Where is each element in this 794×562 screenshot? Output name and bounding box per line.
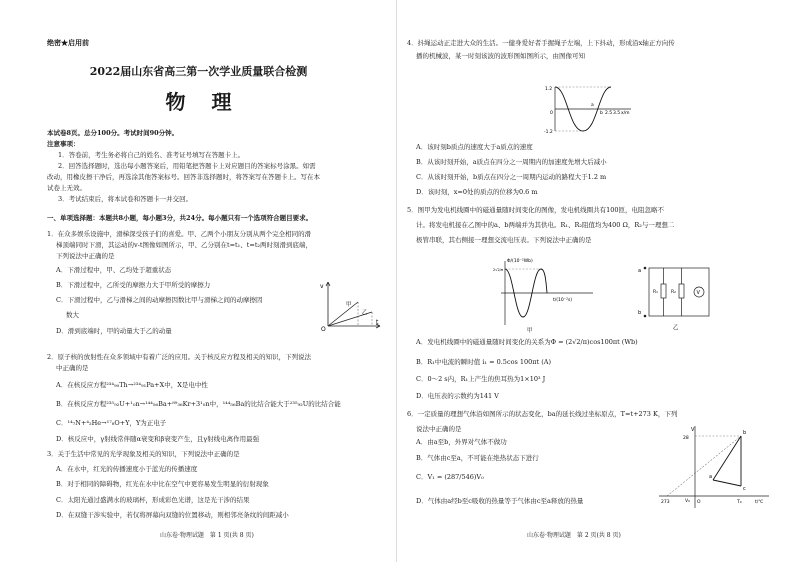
- page-footer: 山东卷·物理试题 第 2 页(共 8 页): [527, 532, 621, 539]
- q4-x-tick: a: [591, 103, 594, 108]
- q5-stem: 5．图甲为发电机线圈中的磁通量随时间变化的图像，发电机线圈共有100匝，电阻忽略不: [407, 206, 665, 214]
- q6-point-c: c: [743, 486, 746, 492]
- q5-option-b: B．R₁中电流的瞬时值 i₁ = 0.5cos 100πt (A): [416, 358, 552, 366]
- q6-y-label: V: [691, 427, 695, 433]
- q5-caption-a: 甲: [527, 328, 533, 334]
- q6-vt-graph: [655, 422, 773, 514]
- q2-option-b: B．在核反应方程²³⁵₉₂U+¹₀n→¹⁴⁴₅₆Ba+⁸⁹₃₆Kr+3¹₀n中，¹⁴⁴₅₆Ba的比结合能大于²³⁵₉₂U的比结合能: [56, 400, 341, 408]
- note-line: 3．考试结束后，将本试卷和答题卡一并交回。: [58, 195, 193, 203]
- q6-point-b: b: [743, 430, 747, 436]
- q5-stem: 极管串联，其右侧接一理想交流电压表。下列说法中正确的是: [416, 236, 592, 244]
- q1-line-label: 甲: [346, 302, 352, 308]
- q4-option-c: C．从该时刻开始，b质点在四分之一周期内运动的路程大于1.2 m: [416, 173, 607, 181]
- q1-axis-v: v: [320, 283, 324, 290]
- q5-option-a: A．发电机线圈中的磁通量随时间变化的关系为Φ = (2√2/π)cos100πt (Wb): [416, 338, 638, 346]
- q2-option-c: C．¹⁴₇N+⁴₂He→¹⁷₈O+Y，Y为正电子: [56, 419, 167, 427]
- notes-title: 注意事项：: [47, 140, 80, 148]
- q1-stem: 1．在众多娱乐设施中，滑梯深受孩子们的喜爱。甲、乙两个小朋友分别从两个完全相同的滑: [47, 230, 312, 238]
- q2-option-a: A．在核反应方程²³⁴₉₀Th→²³⁴₉₁Pa+X中，X是电中性: [56, 381, 208, 389]
- q5-terminal-b: b: [638, 310, 642, 316]
- q5-option-d: D．电压表的示数约为141 V: [416, 392, 499, 400]
- q3-option-d: D．在双缝干涉实验中，若仅将屏幕向双缝的位置移动，则相邻亮条纹的间距减小: [56, 511, 289, 519]
- note-line: 2．回答选择题时，选出每小题答案后，用铅笔把答题卡上对应题目的答案标号涂黑。如需: [58, 162, 316, 170]
- q1-origin: O: [321, 326, 326, 333]
- q6-t0-label: T₀: [737, 500, 742, 505]
- note-line: 1．答卷前，考生务必将自己的姓名、准考证号填写在答题卡上。: [58, 151, 245, 159]
- q1-option-b: B．下滑过程中，乙所受的摩擦力大于甲所受的摩擦力: [56, 281, 211, 289]
- q5-caption-b: 乙: [673, 325, 679, 331]
- subject-title: 物理: [165, 90, 258, 114]
- q4-stem: 播的机械波，某一时刻该波的波形图如图所示，由图像可知: [416, 52, 585, 60]
- q5-terminal-a: a: [638, 268, 642, 274]
- exam-title: 2022届山东省高三第一次学业质量联合检测: [89, 65, 308, 78]
- q4-stem: 4．抖绳运动正走进大众的生活。一健身爱好者手握绳子左端，上下抖动，形成沿x轴正方向传: [407, 39, 675, 47]
- page-2: [397, 0, 794, 562]
- q1-option-a: A．下滑过程中，甲、乙均处于超重状态: [56, 266, 172, 274]
- exam-info: 本试卷8页。总分100分。考试时间90分钟。: [47, 129, 179, 137]
- q6-origin: O: [697, 500, 701, 505]
- section-heading: 一、单项选择题：本题共8小题，每小题3分，共24分。每小题只有一个选项符合题目要求。: [47, 214, 313, 222]
- q5-option-c: C．0～2 s内，R₁上产生的焦耳热为1×10³ J: [416, 375, 546, 383]
- q6-point-a: a: [709, 474, 713, 480]
- q6-option-c: C．V₁ = (287/546)V₀: [416, 473, 484, 481]
- q4-y-bottom: -1.2: [544, 130, 553, 135]
- q4-option-a: A．该时刻b质点的速度大于a质点的速度: [416, 143, 533, 151]
- q4-option-b: B．从该时刻开始，a质点在四分之一周期内的加速度先增大后减小: [416, 158, 607, 166]
- q6-option-a: A．由a至b，外界对气体不做功: [416, 438, 507, 446]
- q6-v0-label: V₀: [685, 499, 690, 504]
- q1-line-label: 乙: [362, 310, 368, 316]
- q3-option-c: C．太阳光通过盛满水的玻璃杯，形成彩色光谱，这是光干涉的结果: [56, 496, 250, 504]
- q1-axis-t: t: [376, 319, 379, 326]
- q6-stem: 说法中正确的是: [416, 425, 462, 433]
- q6-273-label: 273: [661, 500, 670, 505]
- q4-origin: 0: [550, 111, 553, 116]
- q5-circuit: [637, 262, 719, 333]
- q5-voltmeter-label: V: [696, 290, 700, 296]
- q4-wave-graph: [545, 84, 635, 134]
- q2-option-d: D．核反应中，γ射线常伴随α衰变和β衰变产生，且γ射线电离作用最强: [56, 435, 260, 443]
- q5-tick-top: 2√2/π: [493, 268, 503, 272]
- q5-r1-label: R₁: [653, 290, 658, 295]
- q5-stem: 计。将发电机接在乙图中的a、b两端并为其供电。R₁、R₂阻值均为400 Ω，R₂与一理想二: [416, 221, 675, 229]
- q1-option-c-cont: 数大: [66, 311, 79, 319]
- q4-x-label: x/m: [621, 111, 630, 116]
- q3-option-b: B．对于相同的障碍物，红光在水中比在空气中更容易发生明显的衍射现象: [56, 480, 269, 488]
- q3-stem: 3．关于生活中常见的光学现象及相关的知识，下列说法中正确的是: [47, 450, 240, 458]
- q4-x-tick: 2.5: [605, 111, 613, 116]
- q2-stem: 2．原子核的放射性在众多领域中有着广泛的应用。关于核反应方程及相关的知识，下列说法: [47, 353, 312, 361]
- q2-stem: 中正确的是: [56, 364, 89, 372]
- q1-option-d: D．滑到底端时，甲的动量大于乙的动量: [56, 327, 172, 335]
- q6-x-label: t/℃: [755, 500, 764, 505]
- q4-option-d: D．该时刻，x=0处的质点的位移为0.6 m: [416, 188, 538, 196]
- q6-y-tick: 28: [683, 436, 689, 441]
- q4-y-top: 1.2: [545, 87, 553, 92]
- q5-flux-graph: [493, 255, 599, 333]
- q5-x-label: t/(10⁻²s): [553, 298, 573, 303]
- q1-option-c: C．下滑过程中，乙与滑梯之间的动摩擦因数比甲与滑梯之间的动摩擦因: [56, 296, 263, 304]
- q3-option-a: A．在水中，红光的传播速度小于蓝光的传播速度: [56, 465, 198, 473]
- q6-option-b: B．气体由c至a，不可能在绝热状态下进行: [416, 454, 539, 462]
- secret-mark: 绝密★启用前: [47, 38, 89, 47]
- note-line: 改动，用橡皮擦干净后，再选涂其他答案标号。回答非选择题时，将答案写在答题卡上。写在本: [47, 173, 320, 181]
- note-line: 试卷上无效。: [47, 184, 86, 192]
- q6-stem: 6．一定质量的理想气体沿如图所示的状态变化，ba的延长线过坐标原点，T=t+273 K，下列: [407, 410, 678, 418]
- q4-x-tick: b: [600, 111, 603, 116]
- q1-stem: 梯顶端同时下滑，其运动的v-t图像如图所示，甲、乙分别在t=t₁、t=t₂两时刻滑到底端，: [56, 241, 313, 249]
- q5-y-label: Φ/(10⁻²Wb): [507, 259, 533, 264]
- q6-option-d: D．气体由a经b至c吸收的热量等于气体由c至a释放的热量: [416, 497, 584, 505]
- q4-x-tick: 3.5: [613, 111, 621, 116]
- q5-r2-label: R₂: [671, 290, 676, 295]
- q1-stem: 下列说法中正确的是: [56, 252, 115, 260]
- q1-vt-graph: [318, 280, 382, 332]
- page-footer: 山东卷·物理试题 第 1 页(共 8 页): [160, 532, 254, 539]
